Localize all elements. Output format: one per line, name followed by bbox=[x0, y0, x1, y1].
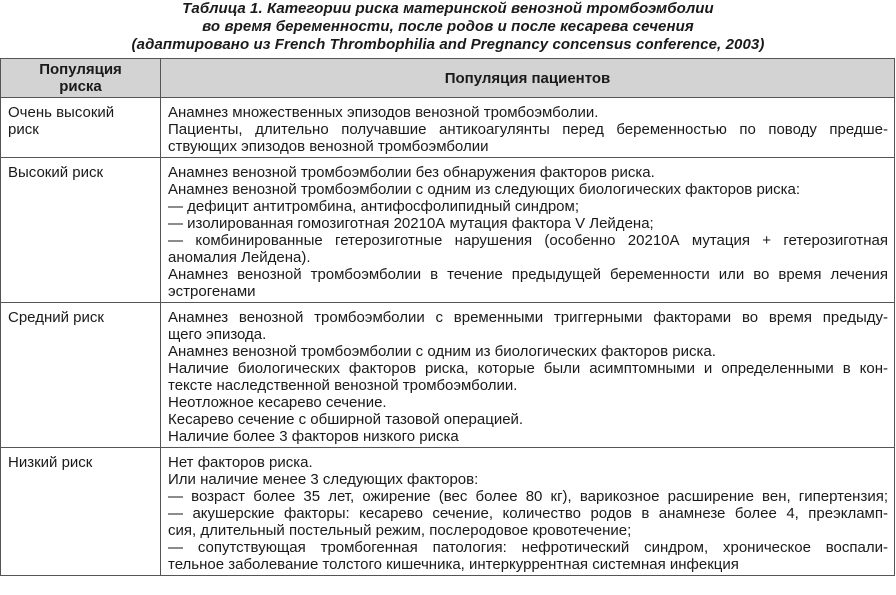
description-line: — изолированная гомозиготная 20210А мутация фактора V Лейдена; bbox=[168, 215, 654, 232]
risk-table bbox=[0, 58, 895, 576]
description-line: Пациенты, длительно получавшие антикоагулянты перед беременностью по поводу предше- bbox=[168, 121, 888, 138]
patient-population-cell bbox=[161, 303, 895, 448]
risk-category-cell bbox=[1, 98, 161, 158]
description-line: Кесарево сечение с обширной тазовой операцией. bbox=[168, 411, 524, 428]
risk-category-line: Низкий риск bbox=[8, 454, 93, 471]
description-line: эстрогенами bbox=[168, 283, 256, 300]
description-line: Или наличие менее 3 следующих факторов: bbox=[168, 471, 479, 488]
description-line: тексте наследственной венозной тромбоэмболии. bbox=[168, 377, 518, 394]
description-line: — акушерские факторы: кесарево сечение, количество родов в анамнезе более 4, преэкламп- bbox=[168, 505, 888, 522]
description-line: Анамнез венозной тромбоэмболии с одним из биологических факторов риска. bbox=[168, 343, 716, 360]
table-row bbox=[1, 303, 895, 448]
description-line: Анамнез множественных эпизодов венозной тромбоэмболии. bbox=[168, 104, 599, 121]
caption-line-3: (адаптировано из French Thrombophilia and Pregnancy concensus conference, 2003) bbox=[131, 36, 765, 53]
description-line: щего эпизода. bbox=[168, 326, 267, 343]
risk-category-line: Средний риск bbox=[8, 309, 104, 326]
table-row bbox=[1, 158, 895, 303]
description-line: Нет факторов риска. bbox=[168, 454, 313, 471]
patient-population-cell bbox=[161, 158, 895, 303]
risk-category-line: Высокий риск bbox=[8, 164, 104, 181]
description-line: ствующих эпизодов венозной тромбоэмболии bbox=[168, 138, 489, 155]
description-line: Анамнез венозной тромбоэмболии с одним из следующих биологических факторов риска: bbox=[168, 181, 801, 198]
description-line: Анамнез венозной тромбоэмболии с временными триггерными факторами во время предыду- bbox=[168, 309, 888, 326]
risk-category-cell bbox=[1, 448, 161, 576]
description-line: — дефицит антитромбина, антифосфолипидный синдром; bbox=[168, 198, 579, 215]
table-row bbox=[1, 98, 895, 158]
caption-line-2: во время беременности, после родов и после кесарева сечения bbox=[202, 18, 694, 35]
risk-category-cell bbox=[1, 158, 161, 303]
description-line: — комбинированные гетерозиготные нарушения (особенно 20210А мутация + гетерозиготная bbox=[168, 232, 888, 249]
risk-category-line: Очень высокий bbox=[8, 104, 115, 121]
description-line: Анамнез венозной тромбоэмболии без обнаружения факторов риска. bbox=[168, 164, 655, 181]
risk-category-cell bbox=[1, 303, 161, 448]
description-line: Анамнез венозной тромбоэмболии в течение предыдущей беременности или во время лечения bbox=[168, 266, 888, 283]
table-header-row bbox=[1, 59, 895, 98]
header-patient-population: Популяция пациентов bbox=[161, 59, 895, 98]
caption-line-1: Таблица 1. Категории риска материнской венозной тромбоэмболии bbox=[182, 0, 714, 17]
patient-population-cell bbox=[161, 448, 895, 576]
description-line: — возраст более 35 лет, ожирение (вес более 80 кг), варикозное расширение вен, гипертензия; bbox=[168, 488, 888, 505]
table-caption bbox=[0, 0, 896, 54]
table-row bbox=[1, 448, 895, 576]
description-line: Неотложное кесарево сечение. bbox=[168, 394, 387, 411]
description-line: сия, длительный постельный режим, послеродовое кровотечение; bbox=[168, 522, 632, 539]
description-line: Наличие биологических факторов риска, которые были асимптомными и определенными в кон- bbox=[168, 360, 888, 377]
description-line: аномалия Лейдена). bbox=[168, 249, 311, 266]
description-line: Наличие более 3 факторов низкого риска bbox=[168, 428, 459, 445]
patient-population-cell bbox=[161, 98, 895, 158]
header-risk-population-line-1: Популяция bbox=[39, 61, 122, 78]
description-line: тельное заболевание толстого кишечника, интеркуррентная системная инфекция bbox=[168, 556, 739, 573]
header-risk-population bbox=[1, 59, 161, 98]
header-risk-population-line-2: риска bbox=[59, 78, 102, 95]
risk-category-line: риск bbox=[8, 121, 39, 138]
description-line: — сопутствующая тромбогенная патология: нефротический синдром, хроническое воспали- bbox=[168, 539, 888, 556]
